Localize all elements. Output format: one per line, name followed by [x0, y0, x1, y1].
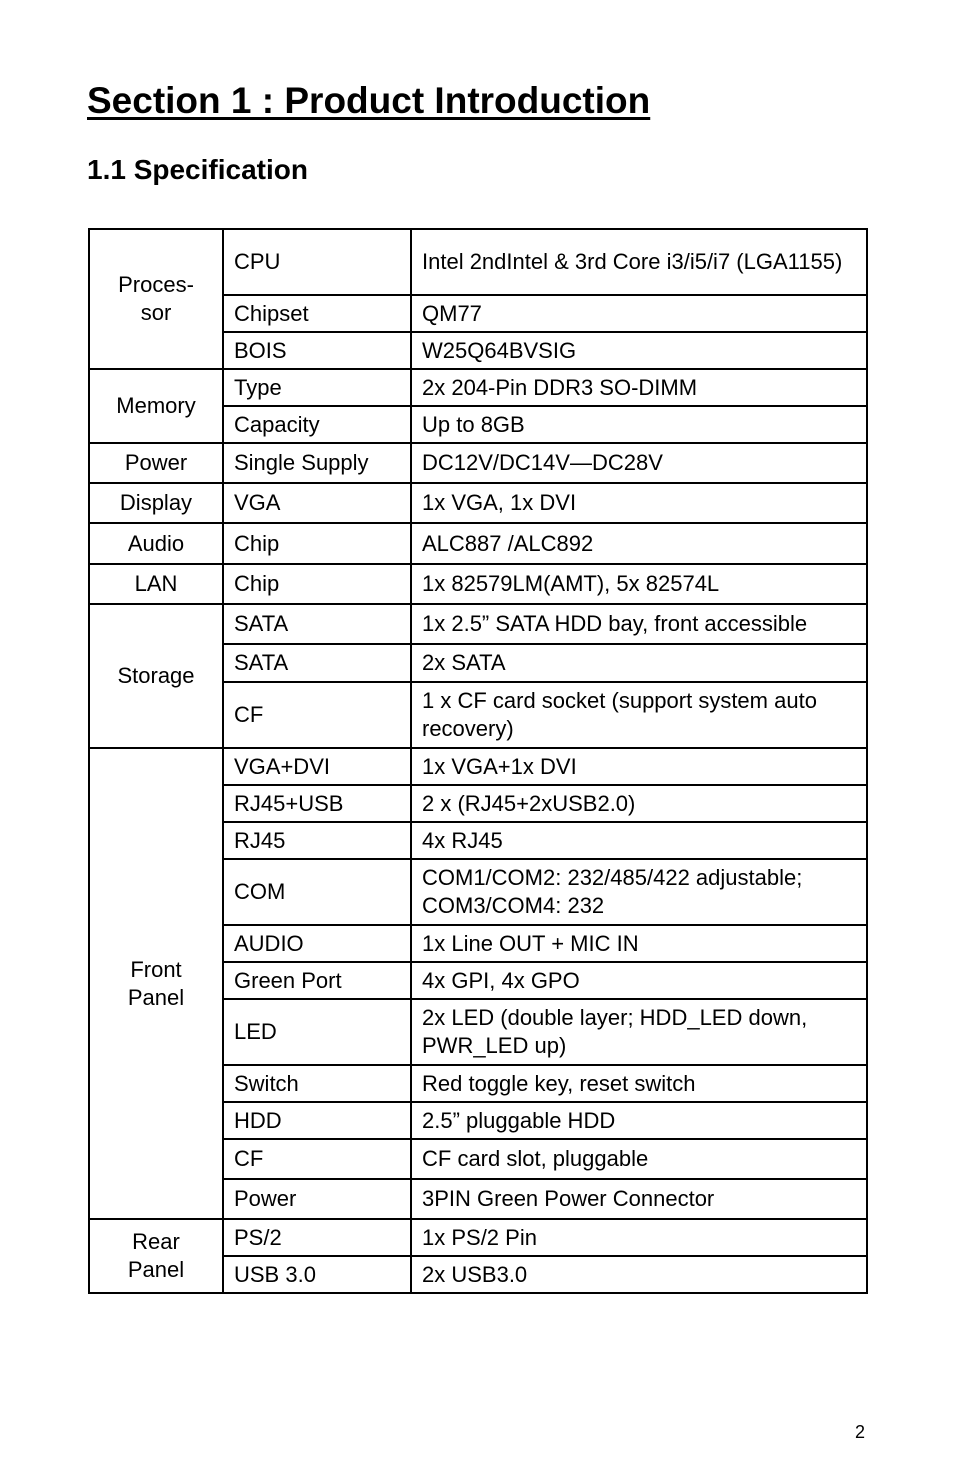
spec-item-value: 2x 204-Pin DDR3 SO-DIMM [411, 369, 867, 406]
spec-group-label: Display [89, 483, 223, 523]
spec-item-label: Chip [223, 523, 411, 564]
spec-item-value: ALC887 /ALC892 [411, 523, 867, 564]
spec-item-label: CF [223, 1139, 411, 1179]
spec-item-label: Power [223, 1179, 411, 1219]
spec-item-value: 2x SATA [411, 644, 867, 682]
subsection-title: 1.1 Specification [87, 154, 308, 185]
spec-item-label: BOIS [223, 332, 411, 369]
spec-group-label: Memory [89, 369, 223, 443]
spec-item-value: 4x GPI, 4x GPO [411, 962, 867, 999]
spec-item-value: QM77 [411, 295, 867, 332]
spec-item-value: Up to 8GB [411, 406, 867, 443]
spec-item-label: Chipset [223, 295, 411, 332]
spec-group-label: Audio [89, 523, 223, 564]
spec-item-value: 3PIN Green Power Connector [411, 1179, 867, 1219]
spec-row [89, 443, 867, 483]
spec-item-value: 2x USB3.0 [411, 1256, 867, 1293]
spec-row [89, 1219, 867, 1256]
spec-item-label: Single Supply [223, 443, 411, 483]
spec-row [89, 523, 867, 564]
spec-item-label: VGA [223, 483, 411, 523]
spec-item-label: CPU [223, 229, 411, 295]
spec-item-value: COM1/COM2: 232/485/422 adjustable; COM3/COM4: 232 [411, 859, 867, 925]
spec-item-value: 2.5” pluggable HDD [411, 1102, 867, 1139]
spec-item-value: 1x VGA, 1x DVI [411, 483, 867, 523]
spec-item-value: 1x 2.5” SATA HDD bay, front accessible [411, 604, 867, 644]
section-title: Section 1 : Product Introduction [87, 80, 651, 121]
page-number: 2 [855, 1422, 866, 1442]
spec-item-label: RJ45 [223, 822, 411, 859]
spec-item-label: USB 3.0 [223, 1256, 411, 1293]
spec-group-label: Front Panel [89, 748, 223, 1219]
spec-item-label: LED [223, 999, 411, 1065]
spec-item-label: SATA [223, 644, 411, 682]
spec-item-label: AUDIO [223, 925, 411, 962]
spec-item-label: Type [223, 369, 411, 406]
spec-group-label: LAN [89, 564, 223, 604]
spec-row [89, 483, 867, 523]
spec-item-label: SATA [223, 604, 411, 644]
spec-item-value: DC12V/DC14V—DC28V [411, 443, 867, 483]
specification-table-body [89, 229, 867, 1293]
spec-item-label: Capacity [223, 406, 411, 443]
spec-item-label: PS/2 [223, 1219, 411, 1256]
spec-item-value: 1x PS/2 Pin [411, 1219, 867, 1256]
spec-row [89, 604, 867, 644]
spec-group-label: Power [89, 443, 223, 483]
spec-group-label: Proces- sor [89, 229, 223, 369]
spec-item-value: W25Q64BVSIG [411, 332, 867, 369]
spec-item-value: Red toggle key, reset switch [411, 1065, 867, 1102]
spec-item-value: 1 x CF card socket (support system auto recovery) [411, 682, 867, 748]
spec-item-value: 1x VGA+1x DVI [411, 748, 867, 785]
spec-item-value: Intel 2ndIntel & 3rd Core i3/i5/i7 (LGA1155) [411, 229, 867, 295]
spec-item-value: 2x LED (double layer; HDD_LED down, PWR_LED up) [411, 999, 867, 1065]
spec-item-value: 1x Line OUT + MIC IN [411, 925, 867, 962]
spec-item-label: Switch [223, 1065, 411, 1102]
spec-item-value: CF card slot, pluggable [411, 1139, 867, 1179]
spec-row [89, 369, 867, 406]
spec-item-label: Green Port [223, 962, 411, 999]
spec-item-label: COM [223, 859, 411, 925]
specification-table [88, 228, 868, 1294]
spec-item-value: 4x RJ45 [411, 822, 867, 859]
spec-row [89, 229, 867, 295]
spec-item-label: HDD [223, 1102, 411, 1139]
spec-item-label: Chip [223, 564, 411, 604]
spec-item-value: 2 x (RJ45+2xUSB2.0) [411, 785, 867, 822]
spec-row [89, 564, 867, 604]
spec-item-label: VGA+DVI [223, 748, 411, 785]
spec-item-value: 1x 82579LM(AMT), 5x 82574L [411, 564, 867, 604]
spec-group-label: Storage [89, 604, 223, 748]
spec-group-label: Rear Panel [89, 1219, 223, 1293]
spec-item-label: RJ45+USB [223, 785, 411, 822]
spec-item-label: CF [223, 682, 411, 748]
spec-row [89, 748, 867, 785]
